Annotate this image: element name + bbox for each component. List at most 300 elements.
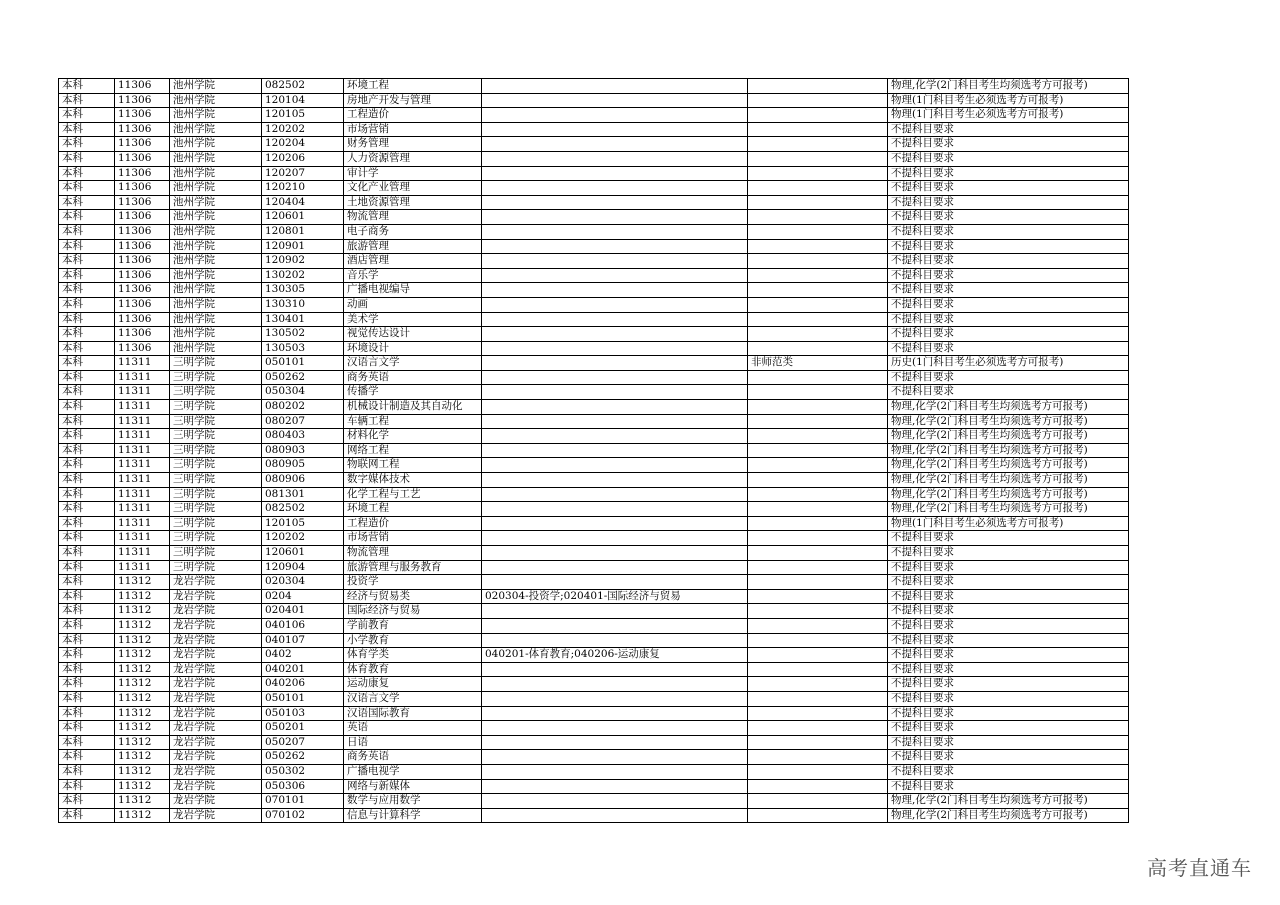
note-cell xyxy=(748,750,888,765)
subject-requirement-cell: 不提科目要求 xyxy=(888,589,1129,604)
school-name-cell: 三明学院 xyxy=(170,473,262,488)
table-row xyxy=(59,429,1129,444)
major-code-cell: 040206 xyxy=(262,677,344,692)
note-cell xyxy=(748,764,888,779)
school-name-cell: 三明学院 xyxy=(170,414,262,429)
major-name-cell: 学前教育 xyxy=(344,618,482,633)
school-name-cell: 池州学院 xyxy=(170,79,262,94)
major-name-cell: 房地产开发与管理 xyxy=(344,93,482,108)
note-cell xyxy=(748,254,888,269)
subject-requirement-cell: 物理,化学(2门科目考生均须选考方可报考) xyxy=(888,429,1129,444)
school-code-cell: 11306 xyxy=(115,268,170,283)
subject-requirement-cell: 不提科目要求 xyxy=(888,137,1129,152)
school-code-cell: 11306 xyxy=(115,297,170,312)
table-row xyxy=(59,750,1129,765)
table-row xyxy=(59,93,1129,108)
table-row xyxy=(59,808,1129,823)
school-name-cell: 龙岩学院 xyxy=(170,794,262,809)
school-name-cell: 龙岩学院 xyxy=(170,648,262,663)
table-row xyxy=(59,546,1129,561)
included-majors-cell xyxy=(482,108,748,123)
included-majors-cell xyxy=(482,502,748,517)
school-name-cell: 池州学院 xyxy=(170,210,262,225)
included-majors-cell xyxy=(482,677,748,692)
table-row xyxy=(59,137,1129,152)
level-cell: 本科 xyxy=(59,648,115,663)
major-code-cell: 050201 xyxy=(262,721,344,736)
level-cell: 本科 xyxy=(59,516,115,531)
included-majors-cell xyxy=(482,341,748,356)
subject-requirement-cell: 不提科目要求 xyxy=(888,531,1129,546)
level-cell: 本科 xyxy=(59,794,115,809)
major-code-cell: 130305 xyxy=(262,283,344,298)
school-code-cell: 11312 xyxy=(115,648,170,663)
school-code-cell: 11312 xyxy=(115,706,170,721)
note-cell xyxy=(748,312,888,327)
subject-requirement-cell: 不提科目要求 xyxy=(888,575,1129,590)
subject-requirement-cell: 不提科目要求 xyxy=(888,764,1129,779)
note-cell xyxy=(748,560,888,575)
major-name-cell: 环境工程 xyxy=(344,79,482,94)
school-name-cell: 三明学院 xyxy=(170,487,262,502)
subject-requirement-cell: 不提科目要求 xyxy=(888,341,1129,356)
major-name-cell: 市场营销 xyxy=(344,122,482,137)
level-cell: 本科 xyxy=(59,443,115,458)
level-cell: 本科 xyxy=(59,677,115,692)
school-name-cell: 池州学院 xyxy=(170,312,262,327)
major-code-cell: 120904 xyxy=(262,560,344,575)
level-cell: 本科 xyxy=(59,662,115,677)
included-majors-cell xyxy=(482,721,748,736)
major-code-cell: 120601 xyxy=(262,210,344,225)
major-name-cell: 环境工程 xyxy=(344,502,482,517)
table-row xyxy=(59,531,1129,546)
table-row xyxy=(59,648,1129,663)
table-row xyxy=(59,794,1129,809)
note-cell xyxy=(748,589,888,604)
included-majors-cell xyxy=(482,400,748,415)
subject-requirement-cell: 不提科目要求 xyxy=(888,750,1129,765)
subject-requirement-cell: 物理,化学(2门科目考生均须选考方可报考) xyxy=(888,79,1129,94)
level-cell: 本科 xyxy=(59,779,115,794)
major-name-cell: 信息与计算科学 xyxy=(344,808,482,823)
major-name-cell: 体育学类 xyxy=(344,648,482,663)
school-name-cell: 龙岩学院 xyxy=(170,633,262,648)
included-majors-cell xyxy=(482,254,748,269)
subject-requirement-cell: 不提科目要求 xyxy=(888,151,1129,166)
subject-requirement-cell: 不提科目要求 xyxy=(888,546,1129,561)
major-code-cell: 050103 xyxy=(262,706,344,721)
subject-requirement-cell: 物理,化学(2门科目考生均须选考方可报考) xyxy=(888,400,1129,415)
included-majors-cell xyxy=(482,268,748,283)
level-cell: 本科 xyxy=(59,122,115,137)
major-name-cell: 环境设计 xyxy=(344,341,482,356)
school-code-cell: 11311 xyxy=(115,443,170,458)
note-cell xyxy=(748,210,888,225)
included-majors-cell xyxy=(482,618,748,633)
major-name-cell: 美术学 xyxy=(344,312,482,327)
major-code-cell: 050306 xyxy=(262,779,344,794)
subject-requirement-cell: 不提科目要求 xyxy=(888,618,1129,633)
subject-requirement-cell: 不提科目要求 xyxy=(888,297,1129,312)
major-code-cell: 050262 xyxy=(262,750,344,765)
table-row xyxy=(59,604,1129,619)
note-cell xyxy=(748,443,888,458)
major-code-cell: 050207 xyxy=(262,735,344,750)
major-code-cell: 050101 xyxy=(262,356,344,371)
major-name-cell: 商务英语 xyxy=(344,750,482,765)
school-code-cell: 11312 xyxy=(115,575,170,590)
table-row xyxy=(59,268,1129,283)
included-majors-cell xyxy=(482,356,748,371)
major-code-cell: 050101 xyxy=(262,691,344,706)
major-code-cell: 081301 xyxy=(262,487,344,502)
school-name-cell: 池州学院 xyxy=(170,297,262,312)
school-code-cell: 11306 xyxy=(115,224,170,239)
included-majors-cell xyxy=(482,546,748,561)
included-majors-cell xyxy=(482,604,748,619)
major-code-cell: 120210 xyxy=(262,181,344,196)
note-cell xyxy=(748,648,888,663)
major-name-cell: 汉语言文学 xyxy=(344,356,482,371)
major-name-cell: 日语 xyxy=(344,735,482,750)
level-cell: 本科 xyxy=(59,808,115,823)
school-name-cell: 三明学院 xyxy=(170,531,262,546)
level-cell: 本科 xyxy=(59,108,115,123)
note-cell xyxy=(748,283,888,298)
subject-requirement-cell: 不提科目要求 xyxy=(888,385,1129,400)
major-name-cell: 国际经济与贸易 xyxy=(344,604,482,619)
school-code-cell: 11311 xyxy=(115,502,170,517)
included-majors-cell xyxy=(482,691,748,706)
major-code-cell: 120801 xyxy=(262,224,344,239)
note-cell xyxy=(748,531,888,546)
included-majors-cell xyxy=(482,516,748,531)
subject-requirement-cell: 不提科目要求 xyxy=(888,210,1129,225)
table-row xyxy=(59,385,1129,400)
table-row xyxy=(59,735,1129,750)
school-code-cell: 11311 xyxy=(115,473,170,488)
major-code-cell: 120902 xyxy=(262,254,344,269)
level-cell: 本科 xyxy=(59,254,115,269)
major-code-cell: 120901 xyxy=(262,239,344,254)
table-row xyxy=(59,122,1129,137)
table-row xyxy=(59,589,1129,604)
note-cell xyxy=(748,327,888,342)
school-code-cell: 11311 xyxy=(115,429,170,444)
level-cell: 本科 xyxy=(59,735,115,750)
school-name-cell: 三明学院 xyxy=(170,429,262,444)
subject-requirement-cell: 不提科目要求 xyxy=(888,604,1129,619)
major-name-cell: 物流管理 xyxy=(344,210,482,225)
level-cell: 本科 xyxy=(59,589,115,604)
subject-requirement-cell: 物理,化学(2门科目考生均须选考方可报考) xyxy=(888,487,1129,502)
note-cell xyxy=(748,400,888,415)
major-code-cell: 120601 xyxy=(262,546,344,561)
note-cell xyxy=(748,604,888,619)
note-cell xyxy=(748,721,888,736)
table-row xyxy=(59,108,1129,123)
school-code-cell: 11306 xyxy=(115,122,170,137)
major-name-cell: 广播电视学 xyxy=(344,764,482,779)
note-cell xyxy=(748,502,888,517)
school-code-cell: 11312 xyxy=(115,604,170,619)
included-majors-cell xyxy=(482,224,748,239)
subject-requirement-cell: 物理(1门科目考生必须选考方可报考) xyxy=(888,108,1129,123)
school-code-cell: 11311 xyxy=(115,458,170,473)
included-majors-cell xyxy=(482,210,748,225)
included-majors-cell xyxy=(482,633,748,648)
major-name-cell: 运动康复 xyxy=(344,677,482,692)
note-cell xyxy=(748,297,888,312)
table-row xyxy=(59,239,1129,254)
included-majors-cell xyxy=(482,151,748,166)
table-row xyxy=(59,414,1129,429)
school-name-cell: 池州学院 xyxy=(170,239,262,254)
subject-requirement-cell: 不提科目要求 xyxy=(888,181,1129,196)
level-cell: 本科 xyxy=(59,370,115,385)
note-cell xyxy=(748,487,888,502)
major-name-cell: 市场营销 xyxy=(344,531,482,546)
subject-requirement-cell: 不提科目要求 xyxy=(888,370,1129,385)
note-cell xyxy=(748,691,888,706)
subject-requirement-cell: 物理(1门科目考生必须选考方可报考) xyxy=(888,516,1129,531)
included-majors-cell xyxy=(482,764,748,779)
major-code-cell: 120105 xyxy=(262,108,344,123)
table-row xyxy=(59,560,1129,575)
major-name-cell: 传播学 xyxy=(344,385,482,400)
table-row xyxy=(59,618,1129,633)
major-code-cell: 050262 xyxy=(262,370,344,385)
subject-requirement-cell: 不提科目要求 xyxy=(888,662,1129,677)
major-name-cell: 车辆工程 xyxy=(344,414,482,429)
major-code-cell: 040201 xyxy=(262,662,344,677)
included-majors-cell xyxy=(482,297,748,312)
school-name-cell: 池州学院 xyxy=(170,341,262,356)
note-cell xyxy=(748,794,888,809)
note-cell xyxy=(748,224,888,239)
included-majors-cell xyxy=(482,473,748,488)
note-cell xyxy=(748,414,888,429)
subject-requirement-cell: 物理(1门科目考生必须选考方可报考) xyxy=(888,93,1129,108)
school-code-cell: 11306 xyxy=(115,137,170,152)
school-code-cell: 11311 xyxy=(115,400,170,415)
major-code-cell: 0402 xyxy=(262,648,344,663)
school-code-cell: 11306 xyxy=(115,210,170,225)
major-code-cell: 120202 xyxy=(262,122,344,137)
level-cell: 本科 xyxy=(59,546,115,561)
school-code-cell: 11312 xyxy=(115,662,170,677)
included-majors-cell xyxy=(482,414,748,429)
table-row xyxy=(59,764,1129,779)
level-cell: 本科 xyxy=(59,166,115,181)
major-code-cell: 080202 xyxy=(262,400,344,415)
major-code-cell: 130310 xyxy=(262,297,344,312)
level-cell: 本科 xyxy=(59,721,115,736)
school-name-cell: 龙岩学院 xyxy=(170,779,262,794)
school-name-cell: 池州学院 xyxy=(170,166,262,181)
school-code-cell: 11306 xyxy=(115,166,170,181)
note-cell xyxy=(748,137,888,152)
school-name-cell: 龙岩学院 xyxy=(170,764,262,779)
major-name-cell: 网络与新媒体 xyxy=(344,779,482,794)
included-majors-cell xyxy=(482,735,748,750)
table-row xyxy=(59,181,1129,196)
school-name-cell: 龙岩学院 xyxy=(170,662,262,677)
major-code-cell: 130503 xyxy=(262,341,344,356)
included-majors-cell xyxy=(482,531,748,546)
included-majors-cell xyxy=(482,327,748,342)
school-code-cell: 11312 xyxy=(115,691,170,706)
major-name-cell: 物流管理 xyxy=(344,546,482,561)
table-row xyxy=(59,224,1129,239)
table-row xyxy=(59,516,1129,531)
school-code-cell: 11306 xyxy=(115,341,170,356)
school-code-cell: 11306 xyxy=(115,195,170,210)
level-cell: 本科 xyxy=(59,414,115,429)
school-code-cell: 11306 xyxy=(115,254,170,269)
major-code-cell: 130202 xyxy=(262,268,344,283)
school-name-cell: 龙岩学院 xyxy=(170,677,262,692)
included-majors-cell xyxy=(482,779,748,794)
included-majors-cell: 040201-体育教育;040206-运动康复 xyxy=(482,648,748,663)
subject-requirement-cell: 不提科目要求 xyxy=(888,327,1129,342)
level-cell: 本科 xyxy=(59,312,115,327)
school-code-cell: 11312 xyxy=(115,764,170,779)
note-cell xyxy=(748,166,888,181)
included-majors-cell xyxy=(482,808,748,823)
level-cell: 本科 xyxy=(59,633,115,648)
major-name-cell: 化学工程与工艺 xyxy=(344,487,482,502)
table-row xyxy=(59,575,1129,590)
note-cell xyxy=(748,458,888,473)
level-cell: 本科 xyxy=(59,210,115,225)
included-majors-cell xyxy=(482,487,748,502)
major-code-cell: 120207 xyxy=(262,166,344,181)
major-code-cell: 130502 xyxy=(262,327,344,342)
included-majors-cell xyxy=(482,385,748,400)
table-row xyxy=(59,662,1129,677)
major-name-cell: 视觉传达设计 xyxy=(344,327,482,342)
major-code-cell: 120104 xyxy=(262,93,344,108)
school-code-cell: 11311 xyxy=(115,385,170,400)
school-name-cell: 池州学院 xyxy=(170,151,262,166)
school-code-cell: 11306 xyxy=(115,283,170,298)
table-row xyxy=(59,473,1129,488)
school-name-cell: 三明学院 xyxy=(170,443,262,458)
table-row xyxy=(59,151,1129,166)
included-majors-cell xyxy=(482,181,748,196)
major-name-cell: 汉语国际教育 xyxy=(344,706,482,721)
school-name-cell: 龙岩学院 xyxy=(170,750,262,765)
major-name-cell: 土地资源管理 xyxy=(344,195,482,210)
included-majors-cell xyxy=(482,560,748,575)
subject-requirement-cell: 物理,化学(2门科目考生均须选考方可报考) xyxy=(888,808,1129,823)
school-code-cell: 11312 xyxy=(115,808,170,823)
major-code-cell: 020304 xyxy=(262,575,344,590)
level-cell: 本科 xyxy=(59,502,115,517)
note-cell xyxy=(748,546,888,561)
level-cell: 本科 xyxy=(59,750,115,765)
school-name-cell: 龙岩学院 xyxy=(170,735,262,750)
table-row xyxy=(59,458,1129,473)
major-code-cell: 082502 xyxy=(262,502,344,517)
school-code-cell: 11312 xyxy=(115,735,170,750)
level-cell: 本科 xyxy=(59,327,115,342)
table-row xyxy=(59,691,1129,706)
school-code-cell: 11306 xyxy=(115,327,170,342)
subject-requirement-cell: 不提科目要求 xyxy=(888,254,1129,269)
included-majors-cell xyxy=(482,137,748,152)
note-cell xyxy=(748,151,888,166)
school-code-cell: 11306 xyxy=(115,181,170,196)
school-name-cell: 池州学院 xyxy=(170,93,262,108)
school-name-cell: 三明学院 xyxy=(170,502,262,517)
school-code-cell: 11312 xyxy=(115,633,170,648)
school-code-cell: 11306 xyxy=(115,79,170,94)
school-name-cell: 池州学院 xyxy=(170,327,262,342)
subject-requirement-cell: 不提科目要求 xyxy=(888,779,1129,794)
note-cell xyxy=(748,516,888,531)
major-name-cell: 工程造价 xyxy=(344,516,482,531)
school-code-cell: 11311 xyxy=(115,356,170,371)
school-code-cell: 11312 xyxy=(115,721,170,736)
included-majors-cell xyxy=(482,458,748,473)
major-name-cell: 审计学 xyxy=(344,166,482,181)
major-code-cell: 040106 xyxy=(262,618,344,633)
school-code-cell: 11312 xyxy=(115,779,170,794)
major-name-cell: 小学教育 xyxy=(344,633,482,648)
table-row xyxy=(59,400,1129,415)
major-code-cell: 070102 xyxy=(262,808,344,823)
subject-requirement-cell: 不提科目要求 xyxy=(888,224,1129,239)
subject-requirement-cell: 不提科目要求 xyxy=(888,560,1129,575)
level-cell: 本科 xyxy=(59,385,115,400)
major-name-cell: 数学与应用数学 xyxy=(344,794,482,809)
school-name-cell: 三明学院 xyxy=(170,400,262,415)
included-majors-cell xyxy=(482,370,748,385)
level-cell: 本科 xyxy=(59,604,115,619)
included-majors-cell xyxy=(482,794,748,809)
table-row xyxy=(59,297,1129,312)
major-name-cell: 机械设计制造及其自动化 xyxy=(344,400,482,415)
included-majors-cell xyxy=(482,575,748,590)
school-name-cell: 三明学院 xyxy=(170,546,262,561)
school-name-cell: 池州学院 xyxy=(170,254,262,269)
level-cell: 本科 xyxy=(59,195,115,210)
major-code-cell: 080906 xyxy=(262,473,344,488)
note-cell xyxy=(748,108,888,123)
major-code-cell: 080403 xyxy=(262,429,344,444)
major-code-cell: 082502 xyxy=(262,79,344,94)
major-code-cell: 050302 xyxy=(262,764,344,779)
major-code-cell: 050304 xyxy=(262,385,344,400)
school-name-cell: 龙岩学院 xyxy=(170,589,262,604)
major-name-cell: 文化产业管理 xyxy=(344,181,482,196)
major-code-cell: 080905 xyxy=(262,458,344,473)
included-majors-cell xyxy=(482,239,748,254)
school-name-cell: 龙岩学院 xyxy=(170,706,262,721)
subject-requirement-cell: 不提科目要求 xyxy=(888,648,1129,663)
note-cell xyxy=(748,473,888,488)
included-majors-cell xyxy=(482,662,748,677)
subject-requirement-cell: 不提科目要求 xyxy=(888,166,1129,181)
major-name-cell: 旅游管理与服务教育 xyxy=(344,560,482,575)
school-code-cell: 11312 xyxy=(115,794,170,809)
included-majors-cell xyxy=(482,79,748,94)
level-cell: 本科 xyxy=(59,93,115,108)
table-row xyxy=(59,327,1129,342)
